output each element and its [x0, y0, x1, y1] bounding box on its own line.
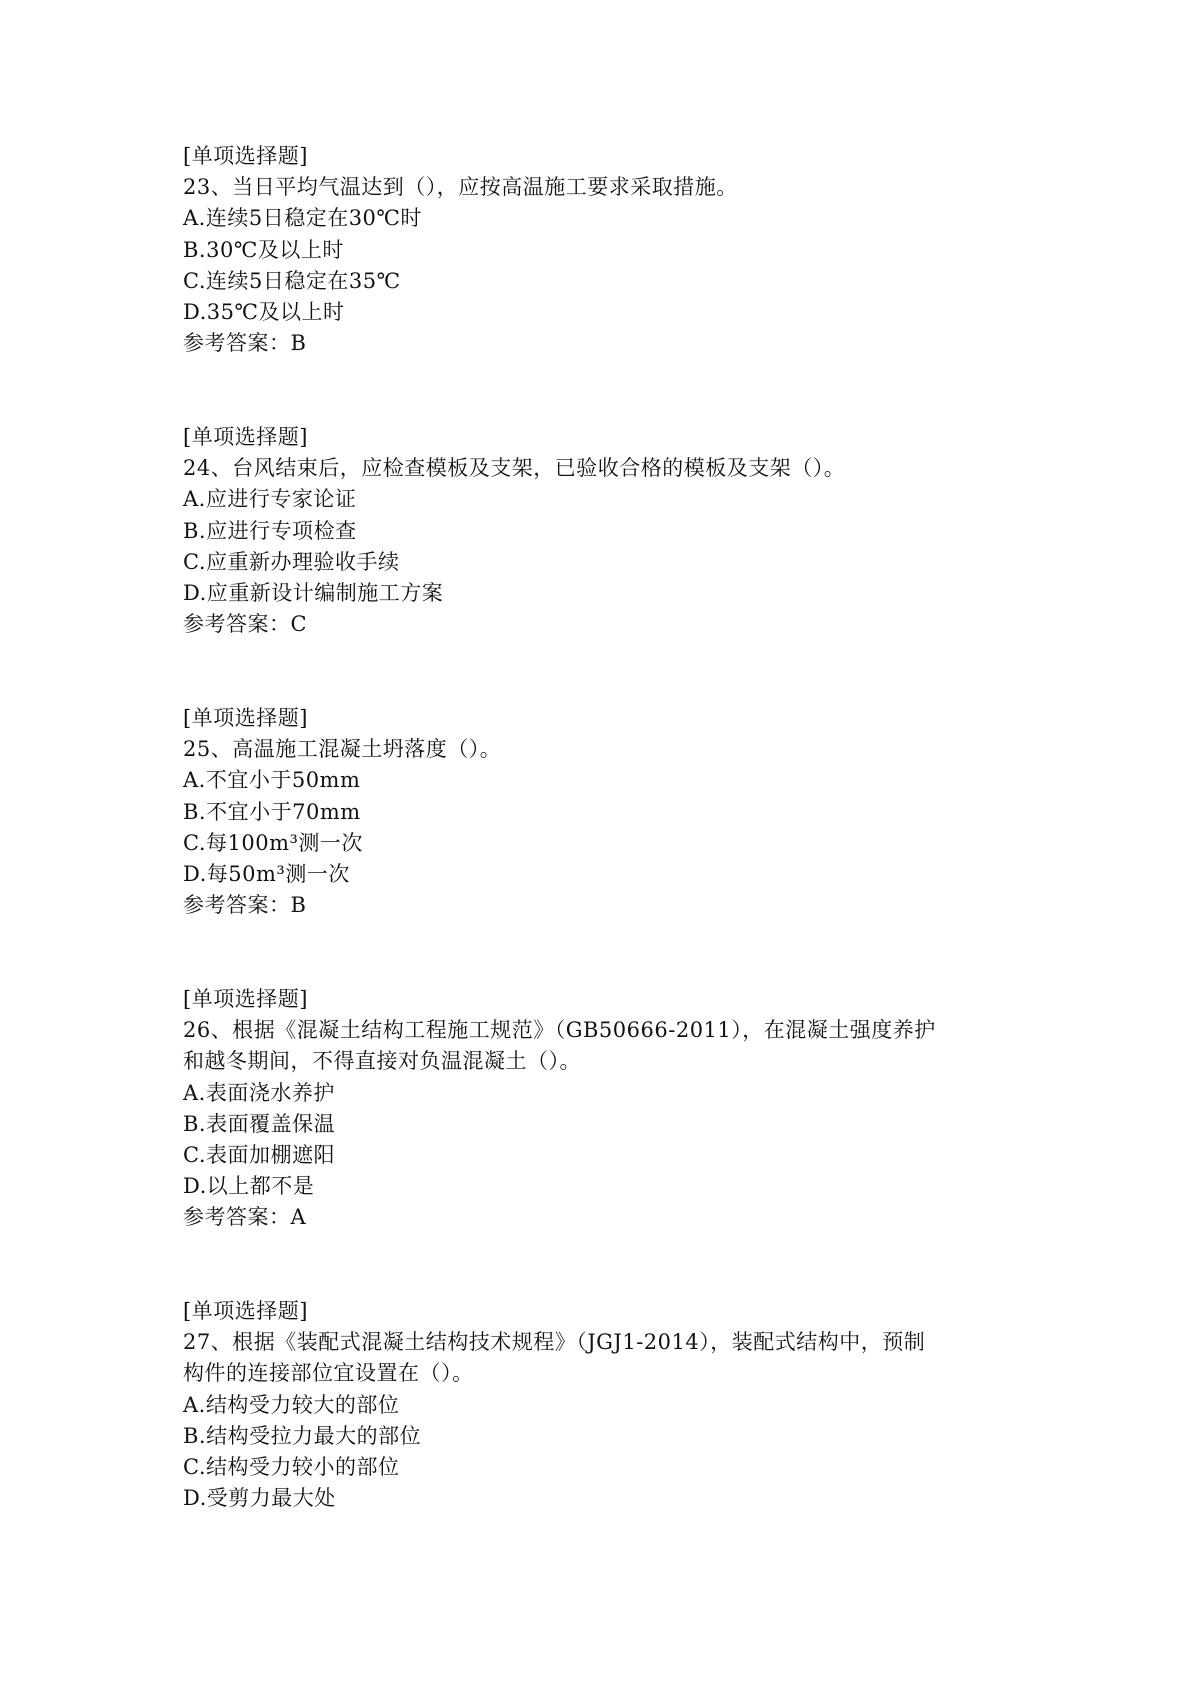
- option-d: D.每50m³测一次: [183, 861, 350, 886]
- option-b: B.不宜小于70mm: [183, 799, 361, 824]
- option-c: C.连续5日稳定在35℃: [183, 268, 401, 293]
- question-type-label: [单项选择题]: [183, 987, 308, 1011]
- option-a: A.应进行专家论证: [183, 487, 357, 512]
- question-stem: 24、台风结束后，应检查模板及支架，已验收合格的模板及支架（）。: [183, 456, 846, 481]
- option-c: C.应重新办理验收手续: [183, 549, 400, 574]
- option-b: B.表面覆盖保温: [183, 1111, 336, 1136]
- option-a: A.连续5日稳定在30℃时: [183, 206, 422, 231]
- reference-answer: 参考答案：B: [183, 893, 307, 918]
- option-b: B.应进行专项检查: [183, 518, 357, 543]
- question-stem-line-1: 27、根据《装配式混凝土结构技术规程》（JGJ1-2014），装配式结构中，预制: [183, 1330, 926, 1355]
- option-b: B.结构受拉力最大的部位: [183, 1423, 422, 1448]
- option-c: C.表面加棚遮阳: [183, 1142, 335, 1167]
- option-d: D.35℃及以上时: [183, 299, 345, 324]
- question-23: [183, 141, 1023, 359]
- option-d: D.以上都不是: [183, 1174, 315, 1199]
- question-stem-line-2: 和越冬期间，不得直接对负温混凝土（）。: [183, 1049, 581, 1074]
- option-a: A.不宜小于50mm: [183, 768, 361, 793]
- question-stem-line-2: 构件的连接部位宜设置在（）。: [183, 1361, 474, 1386]
- option-d: D.应重新设计编制施工方案: [183, 580, 444, 605]
- option-a: A.表面浇水养护: [183, 1080, 335, 1105]
- reference-answer: 参考答案：B: [183, 331, 307, 356]
- option-b: B.30℃及以上时: [183, 237, 344, 262]
- option-a: A.结构受力较大的部位: [183, 1392, 400, 1417]
- question-27: [183, 1296, 1023, 1514]
- question-type-label: [单项选择题]: [183, 144, 308, 168]
- question-26: [183, 984, 1023, 1234]
- question-stem-line-1: 26、根据《混凝土结构工程施工规范》（GB50666-2011），在混凝土强度养护: [183, 1018, 936, 1043]
- option-c: C.每100m³测一次: [183, 830, 363, 855]
- question-type-label: [单项选择题]: [183, 1299, 308, 1323]
- option-c: C.结构受力较小的部位: [183, 1454, 400, 1479]
- option-d: D.受剪力最大处: [183, 1486, 336, 1511]
- question-stem: 23、当日平均气温达到（），应按高温施工要求采取措施。: [183, 175, 738, 200]
- question-type-label: [单项选择题]: [183, 706, 308, 730]
- question-24: [183, 422, 1023, 640]
- reference-answer: 参考答案：C: [183, 612, 308, 637]
- question-stem: 25、高温施工混凝土坍落度（）。: [183, 737, 502, 762]
- question-25: [183, 703, 1023, 921]
- reference-answer: 参考答案：A: [183, 1205, 307, 1230]
- question-type-label: [单项选择题]: [183, 425, 308, 449]
